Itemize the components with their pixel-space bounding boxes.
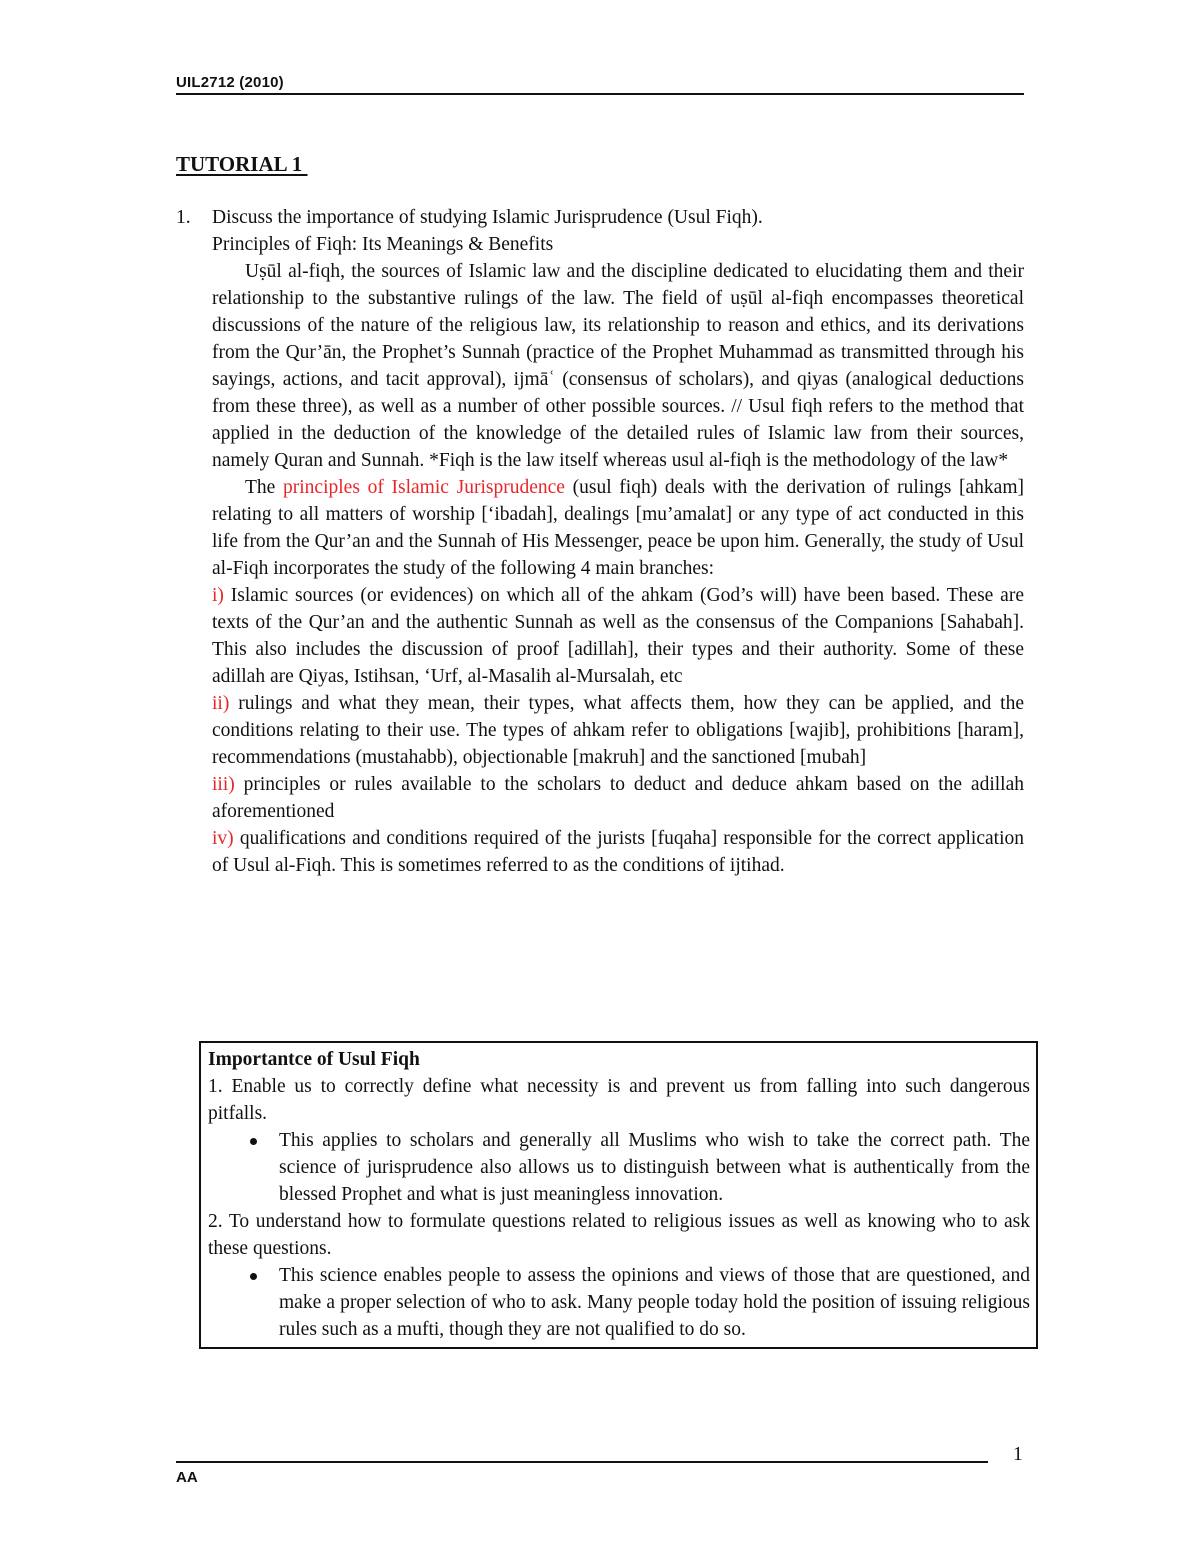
bullet-item	[208, 1262, 1030, 1343]
paragraph-principles-post: (usul fiqh) deals with the derivation of rulings [ahkam] relating to all matters of worship [‘ibadah], dealings [mu’amalat] or any type of act conducted in this life from the Qur’an and the Sunnah of His Messenger, peace be upon him. Generally, the study of Usul al-Fiqh incorporates the study of the following 4 main branches:	[212, 477, 1024, 579]
importance-box	[199, 1041, 1038, 1349]
branch-text: qualifications and conditions required of the jurists [fuqaha] responsible for the correct application of Usul al-Fiqh. This is sometimes referred to as the conditions of ijtihad.	[212, 828, 1024, 876]
answer-block	[212, 231, 1024, 879]
header-rule	[176, 93, 1024, 95]
answer-subtitle: Principles of Fiqh: Its Meanings & Benefits	[212, 234, 554, 255]
question-line	[176, 204, 1024, 231]
importance-point-1: 1. Enable us to correctly define what necessity is and prevent us from falling into such dangerous pitfalls.	[208, 1076, 1030, 1124]
page-number: 1	[1013, 1444, 1023, 1465]
branch-item	[212, 771, 1024, 825]
branch-item	[212, 690, 1024, 771]
document-code: UIL2712 (2010)	[176, 74, 284, 91]
question-text: Discuss the importance of studying Islamic Jurisprudence (Usul Fiqh).	[212, 207, 763, 228]
page-title: TUTORIAL 1	[176, 152, 308, 176]
paragraph-usul-definition: Uṣūl al-fiqh, the sources of Islamic law and the discipline dedicated to elucidating them and their relationship to the substantive rulings of the law. The field of uṣūl al-fiqh encompasses theoretical discussions of the nature of the religious law, its relationship to reason and ethics, and its derivations from the Qur’ān, the Prophet’s Sunnah (practice of the Prophet Muhammad as transmitted through his sayings, actions, and tacit approval), ijmāʿ (consensus of scholars), and qiyas (analogical deductions from these three), as well as a number of other possible sources. // Usul fiqh refers to the method that applied in the deduction of the knowledge of the detailed rules of Islamic law from their sources, namely Quran and Sunnah. *Fiqh is the law itself whereas usul al-fiqh is the methodology of the law*	[212, 261, 1024, 471]
branch-text: rulings and what they mean, their types, what affects them, how they can be applied, and the conditions relating to their use. The types of ahkam refer to obligations [wajib], prohibitions [haram], recommendations (mustahabb), objectionable [makruh] and the sanctioned [mubah]	[212, 693, 1024, 768]
paragraph-principles	[212, 474, 1024, 582]
question-section	[176, 204, 1024, 879]
bullet-icon	[250, 1138, 257, 1145]
footer-initials: AA	[176, 1469, 198, 1486]
importance-box-title: Importantce of Usul Fiqh	[208, 1049, 420, 1070]
branch-item	[212, 825, 1024, 879]
branch-item	[212, 582, 1024, 690]
highlight-principles: principles of Islamic Jurisprudence	[283, 477, 565, 498]
bullet-icon	[250, 1273, 257, 1280]
branch-label: iv)	[212, 828, 234, 849]
bullet-text: This science enables people to assess the opinions and views of those that are questioned, and make a proper selection of who to ask. Many people today hold the position of issuing religious rules such as a mufti, though they are not qualified to do so.	[279, 1265, 1030, 1340]
bullet-text: This applies to scholars and generally all Muslims who wish to take the correct path. The science of jurisprudence also allows us to distinguish between what is authentically from the blessed Prophet and what is just meaningless innovation.	[279, 1130, 1030, 1205]
branch-text: principles or rules available to the scholars to deduct and deduce ahkam based on the adillah aforementioned	[212, 774, 1024, 822]
importance-point-2: 2. To understand how to formulate questions related to religious issues as well as knowing who to ask these questions.	[208, 1211, 1030, 1259]
branch-label: ii)	[212, 693, 230, 714]
paragraph-principles-pre: The	[245, 477, 284, 498]
question-number: 1.	[176, 207, 191, 228]
branch-label: iii)	[212, 774, 235, 795]
footer-rule	[176, 1461, 988, 1463]
branch-text: Islamic sources (or evidences) on which all of the ahkam (God’s will) have been based. These are texts of the Qur’an and the authentic Sunnah as well as the consensus of the Companions [Sahabah]. This also includes the discussion of proof [adillah], their types and their authority. Some of these adillah are Qiyas, Istihsan, ‘Urf, al-Masalih al-Mursalah, etc	[212, 585, 1024, 687]
bullet-item	[208, 1127, 1030, 1208]
branch-label: i)	[212, 585, 224, 606]
